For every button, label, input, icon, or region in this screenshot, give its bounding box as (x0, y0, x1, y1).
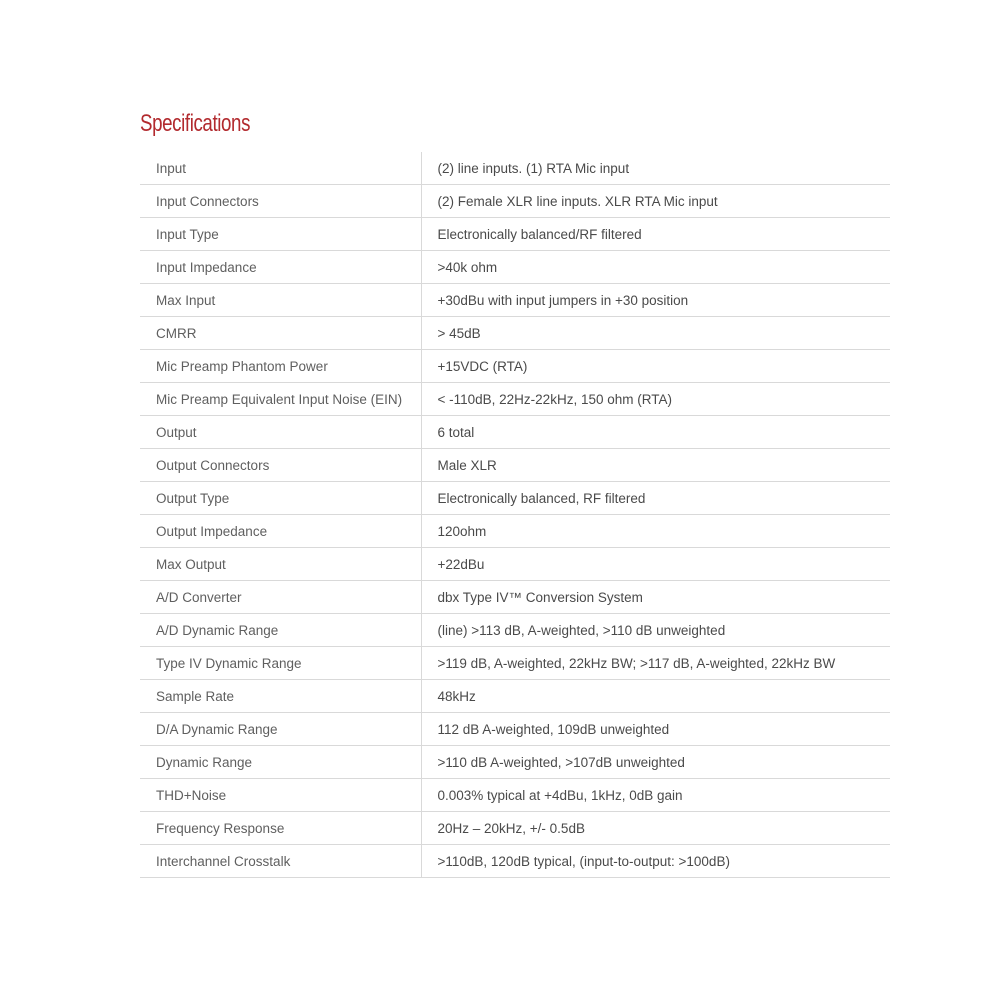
table-row (140, 812, 890, 845)
table-row (140, 713, 890, 746)
spec-value: +15VDC (RTA) (421, 350, 890, 383)
spec-value: dbx Type IV™ Conversion System (421, 581, 890, 614)
spec-label: Frequency Response (140, 812, 421, 845)
spec-value: >110 dB A-weighted, >107dB unweighted (421, 746, 890, 779)
table-row (140, 647, 890, 680)
table-row (140, 581, 890, 614)
spec-value: (2) Female XLR line inputs. XLR RTA Mic input (421, 185, 890, 218)
spec-value: > 45dB (421, 317, 890, 350)
spec-value: +30dBu with input jumpers in +30 position (421, 284, 890, 317)
spec-label: Max Output (140, 548, 421, 581)
table-row (140, 317, 890, 350)
specifications-table (140, 152, 890, 878)
spec-label: Mic Preamp Equivalent Input Noise (EIN) (140, 383, 421, 416)
table-row (140, 251, 890, 284)
table-row (140, 680, 890, 713)
spec-label: Input Impedance (140, 251, 421, 284)
spec-value: Male XLR (421, 449, 890, 482)
spec-value: 0.003% typical at +4dBu, 1kHz, 0dB gain (421, 779, 890, 812)
spec-label: Input (140, 152, 421, 185)
spec-value: 120ohm (421, 515, 890, 548)
table-row (140, 779, 890, 812)
spec-value: Electronically balanced, RF filtered (421, 482, 890, 515)
table-row (140, 185, 890, 218)
table-row (140, 449, 890, 482)
table-row (140, 614, 890, 647)
spec-value: 112 dB A-weighted, 109dB unweighted (421, 713, 890, 746)
table-row (140, 383, 890, 416)
spec-value: >119 dB, A-weighted, 22kHz BW; >117 dB, A-weighted, 22kHz BW (421, 647, 890, 680)
spec-label: THD+Noise (140, 779, 421, 812)
spec-label: D/A Dynamic Range (140, 713, 421, 746)
spec-label: Output Impedance (140, 515, 421, 548)
spec-label: Mic Preamp Phantom Power (140, 350, 421, 383)
specifications-table-body (140, 152, 890, 878)
table-row (140, 218, 890, 251)
table-row (140, 350, 890, 383)
specifications-section (140, 108, 890, 878)
table-row (140, 482, 890, 515)
spec-label: Input Connectors (140, 185, 421, 218)
spec-value: 6 total (421, 416, 890, 449)
spec-value: Electronically balanced/RF filtered (421, 218, 890, 251)
page-title: Specifications (140, 110, 251, 137)
spec-label: Output (140, 416, 421, 449)
spec-label: Input Type (140, 218, 421, 251)
spec-label: Max Input (140, 284, 421, 317)
spec-label: Dynamic Range (140, 746, 421, 779)
spec-value: (2) line inputs. (1) RTA Mic input (421, 152, 890, 185)
spec-value: < -110dB, 22Hz-22kHz, 150 ohm (RTA) (421, 383, 890, 416)
spec-label: Interchannel Crosstalk (140, 845, 421, 878)
table-row (140, 746, 890, 779)
spec-value: 48kHz (421, 680, 890, 713)
spec-label: CMRR (140, 317, 421, 350)
table-row (140, 845, 890, 878)
spec-label: Sample Rate (140, 680, 421, 713)
spec-label: Type IV Dynamic Range (140, 647, 421, 680)
spec-value: >40k ohm (421, 251, 890, 284)
table-row (140, 152, 890, 185)
table-row (140, 416, 890, 449)
spec-label: Output Connectors (140, 449, 421, 482)
spec-value: 20Hz – 20kHz, +/- 0.5dB (421, 812, 890, 845)
spec-value: +22dBu (421, 548, 890, 581)
spec-label: A/D Dynamic Range (140, 614, 421, 647)
table-row (140, 548, 890, 581)
table-row (140, 515, 890, 548)
spec-value: (line) >113 dB, A-weighted, >110 dB unweighted (421, 614, 890, 647)
spec-label: Output Type (140, 482, 421, 515)
spec-value: >110dB, 120dB typical, (input-to-output: >100dB) (421, 845, 890, 878)
spec-label: A/D Converter (140, 581, 421, 614)
table-row (140, 284, 890, 317)
